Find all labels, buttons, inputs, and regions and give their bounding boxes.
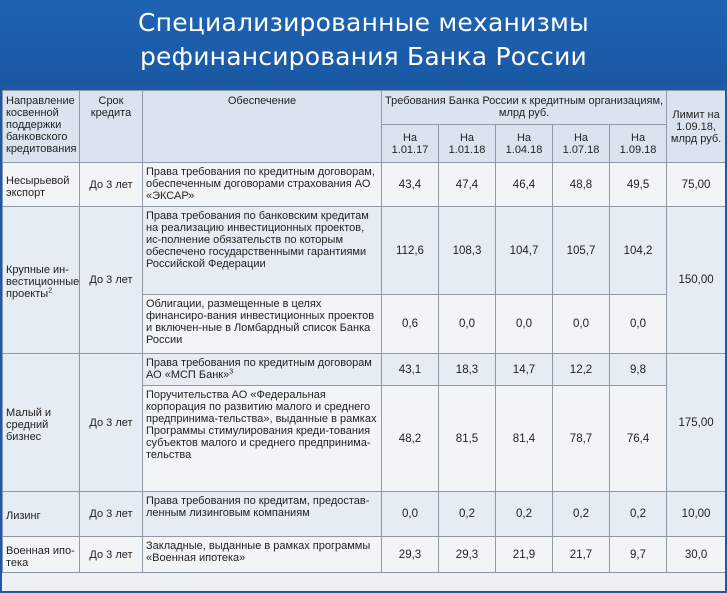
value-cell: 0,2 (553, 492, 610, 537)
collateral-cell: Права требования по кредитным договорам, обеспеченным договорами страхования АО «ЭКСАР» (143, 163, 382, 207)
value-cell: 29,3 (382, 537, 439, 573)
value-cell: 47,4 (439, 163, 496, 207)
table-row (3, 537, 726, 573)
value-cell: 12,2 (553, 354, 610, 386)
header-requirements: Требования Банка России к кредитным организациям, млрд руб. (382, 91, 667, 125)
value-cell: 18,3 (439, 354, 496, 386)
value-cell: 0,0 (439, 295, 496, 354)
value-cell: 0,2 (439, 492, 496, 537)
value-cell: 81,5 (439, 386, 496, 492)
table-row (3, 354, 726, 386)
value-cell: 0,0 (553, 295, 610, 354)
limit-cell: 10,00 (667, 492, 725, 537)
limit-cell: 175,00 (667, 354, 725, 492)
table-row (3, 163, 726, 207)
table-row (3, 492, 726, 537)
term-cell: До 3 лет (80, 492, 143, 537)
value-cell: 21,9 (496, 537, 553, 573)
title-line-1: Специализированные механизмы (138, 8, 589, 37)
value-cell: 104,2 (610, 207, 667, 295)
value-cell: 43,1 (382, 354, 439, 386)
collateral-cell: Поручительства АО «Федеральная корпорация по развитию малого и среднего предпринима-тельства», выданные в рамках Программы стимулирования креди-тования субъектов малого и среднего предпринима-тельства (143, 386, 382, 492)
footnote-mark: 2 (48, 287, 53, 295)
direction-cell: Лизинг (3, 492, 80, 537)
direction-cell: Несырьевой экспорт (3, 163, 80, 207)
direction-cell: Военная ипо-тека (3, 537, 80, 573)
limit-cell: 30,0 (667, 537, 725, 573)
direction-cell: Малый и средний бизнес (3, 354, 80, 492)
value-cell: 9,8 (610, 354, 667, 386)
table-panel (2, 90, 725, 591)
value-cell: 21,7 (553, 537, 610, 573)
header-date-2: На 1.01.18 (439, 125, 496, 163)
value-cell: 43,4 (382, 163, 439, 207)
value-cell: 81,4 (496, 386, 553, 492)
table-row (3, 207, 726, 295)
direction-text: Крупные ин-вестиционные проекты (6, 264, 80, 300)
direction-cell (3, 207, 80, 354)
term-cell: До 3 лет (80, 163, 143, 207)
collateral-text: Права требования по кредитным договорам АО «МСП Банк» (146, 357, 372, 381)
value-cell: 0,0 (382, 492, 439, 537)
header-direction: Направление косвенной поддержки банковского кредитования (3, 91, 80, 163)
title-line-2: рефинансирования Банка России (139, 42, 587, 71)
value-cell: 105,7 (553, 207, 610, 295)
value-cell: 0,2 (610, 492, 667, 537)
term-cell: До 3 лет (80, 354, 143, 492)
value-cell: 0,6 (382, 295, 439, 354)
collateral-cell: Закладные, выданные в рамках программы «Военная ипотека» (143, 537, 382, 573)
collateral-cell: Права требования по кредитам, предостав-ленным лизинговым компаниям (143, 492, 382, 537)
value-cell: 108,3 (439, 207, 496, 295)
header-date-4: На 1.07.18 (553, 125, 610, 163)
collateral-cell: Облигации, размещенные в целях финансиро-вания инвестиционных проектов и включен-ные в Ломбардный список Банка России (143, 295, 382, 354)
header-term: Срок кредита (80, 91, 143, 163)
value-cell: 9,7 (610, 537, 667, 573)
value-cell: 49,5 (610, 163, 667, 207)
value-cell: 48,8 (553, 163, 610, 207)
collateral-cell (143, 354, 382, 386)
value-cell: 46,4 (496, 163, 553, 207)
value-cell: 29,3 (439, 537, 496, 573)
value-cell: 76,4 (610, 386, 667, 492)
value-cell: 48,2 (382, 386, 439, 492)
limit-cell: 150,00 (667, 207, 725, 354)
value-cell: 104,7 (496, 207, 553, 295)
header-collateral: Обеспечение (143, 91, 382, 163)
value-cell: 0,0 (610, 295, 667, 354)
header-date-1: На 1.01.17 (382, 125, 439, 163)
footnote-mark: 3 (229, 368, 234, 376)
limit-cell: 75,00 (667, 163, 725, 207)
value-cell: 112,6 (382, 207, 439, 295)
refinancing-table (2, 90, 725, 573)
value-cell: 14,7 (496, 354, 553, 386)
collateral-cell: Права требования по банковским кредитам на реализацию инвестиционных проектов, ис-полнение обязательств по которым обеспечено государственными гарантиями Российской Федерации (143, 207, 382, 295)
term-cell: До 3 лет (80, 537, 143, 573)
value-cell: 78,7 (553, 386, 610, 492)
value-cell: 0,2 (496, 492, 553, 537)
value-cell: 0,0 (496, 295, 553, 354)
header-date-5: На 1.09.18 (610, 125, 667, 163)
slide-header (0, 0, 727, 84)
term-cell: До 3 лет (80, 207, 143, 354)
header-limit: Лимит на 1.09.18, млрд руб. (667, 91, 725, 163)
header-date-3: На 1.04.18 (496, 125, 553, 163)
